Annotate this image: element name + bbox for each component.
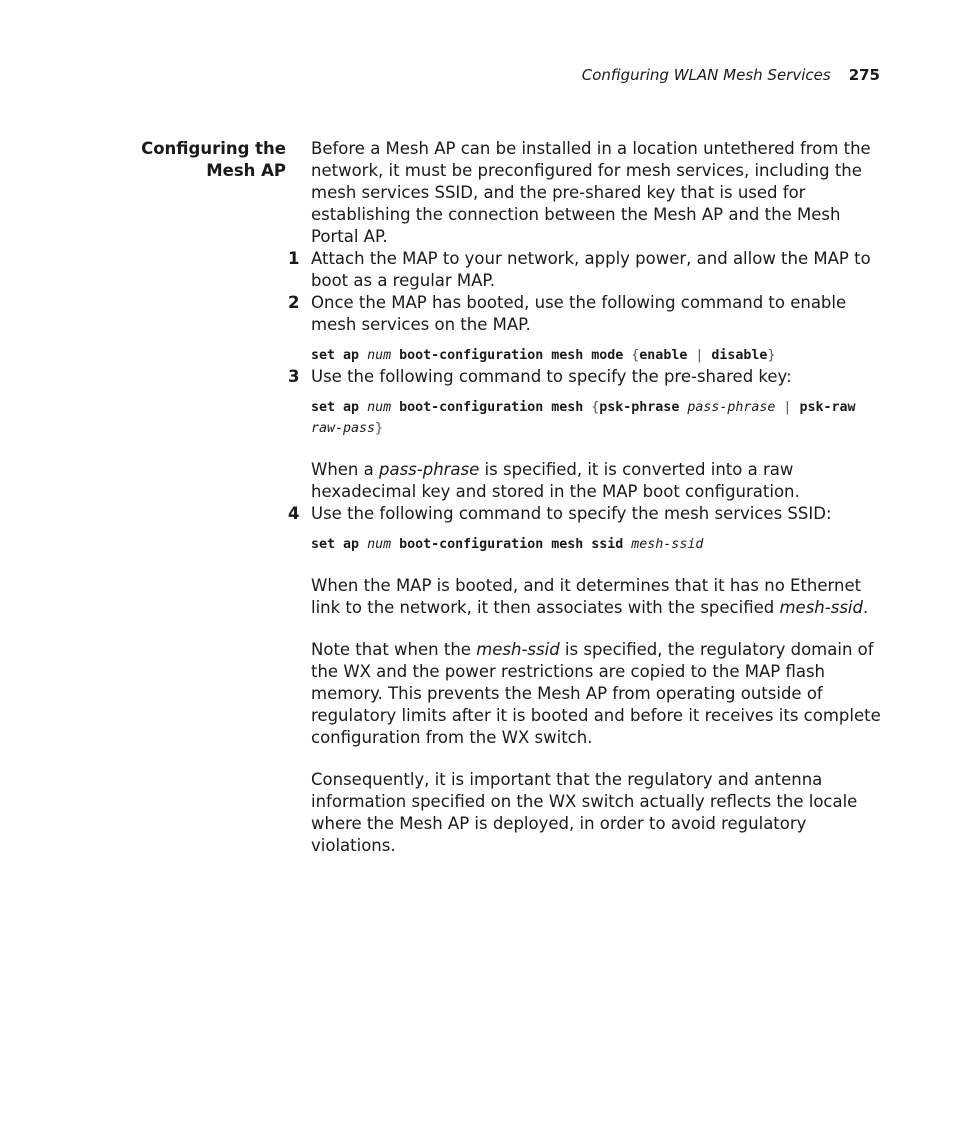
command-ssid — [311, 534, 889, 555]
cmd-keyword: enable — [639, 348, 688, 363]
step-number: 2 — [288, 293, 300, 312]
cmd-variable: num — [367, 400, 392, 415]
body-text — [288, 138, 889, 857]
section-heading-line-2: Mesh AP — [206, 161, 286, 180]
page-number: 275 — [848, 66, 880, 84]
cmd-keyword: set ap — [311, 537, 360, 552]
step-3 — [288, 366, 889, 503]
note-term: mesh-ssid — [476, 640, 560, 659]
command-enable-mesh — [311, 345, 889, 366]
cmd-keyword: set ap — [311, 400, 360, 415]
cmd-syntax: { — [631, 348, 640, 363]
step-text: Use the following command to specify the mesh services SSID: — [311, 504, 832, 523]
cmd-keyword: psk-phrase — [599, 400, 680, 415]
note-text: is specified, it is converted into a raw hexadecimal key and stored in the MAP boot configuration. — [311, 460, 800, 501]
ssid-note-2 — [311, 639, 889, 749]
note-text: When the MAP is booted, and it determines that it has no Ethernet link to the network, it then associates with the specified — [311, 576, 862, 617]
running-header — [582, 66, 880, 84]
ssid-note-3: Consequently, it is important that the regulatory and antenna information specified on the WX switch actually reflects the locale where the Mesh AP is deployed, in order to avoid regulatory violations. — [311, 770, 858, 855]
section-heading — [120, 138, 286, 182]
cmd-keyword: boot-configuration mesh — [399, 400, 584, 415]
note-term: mesh-ssid — [779, 598, 863, 617]
cmd-syntax: | — [783, 400, 792, 415]
note-term: pass-phrase — [378, 460, 480, 479]
cmd-keyword: disable — [711, 348, 768, 363]
intro-paragraph: Before a Mesh AP can be installed in a location untethered from the network, it must be preconfigured for mesh services, including the mesh services SSID, and the pre-shared key that is used for establishing the connection between the Mesh AP and the Mesh Portal AP. — [311, 139, 871, 246]
note-text: . — [862, 598, 869, 617]
cmd-variable: raw-pass — [311, 421, 376, 436]
cmd-variable: num — [367, 348, 392, 363]
step-4 — [288, 503, 889, 857]
step-number: 4 — [288, 504, 300, 523]
ssid-note-1 — [311, 575, 889, 619]
step-text: Attach the MAP to your network, apply power, and allow the MAP to boot as a regular MAP. — [311, 249, 871, 290]
cmd-keyword: psk-raw — [799, 400, 856, 415]
step-number: 3 — [288, 367, 300, 386]
note-text: When a — [311, 460, 379, 479]
cmd-keyword: set ap — [311, 348, 360, 363]
note-text: is specified, the regulatory domain of the WX and the power restrictions are copied to the MAP flash memory. This prevents the Mesh AP from operating outside of regulatory limits after it is booted and before it receives its complete configuration from the WX switch. — [311, 640, 881, 747]
psk-note — [311, 459, 889, 503]
step-2 — [288, 292, 889, 366]
cmd-keyword: boot-configuration mesh mode — [399, 348, 624, 363]
cmd-variable: num — [367, 537, 392, 552]
cmd-variable: mesh-ssid — [631, 537, 704, 552]
note-text: Note that when the — [311, 640, 477, 659]
cmd-syntax: | — [695, 348, 704, 363]
cmd-syntax: } — [375, 421, 384, 436]
step-text: Use the following command to specify the pre-shared key: — [311, 367, 792, 386]
step-1 — [288, 248, 889, 292]
cmd-variable: pass-phrase — [687, 400, 776, 415]
section-heading-line-1: Configuring the — [141, 139, 286, 158]
running-title: Configuring WLAN Mesh Services — [581, 66, 831, 84]
cmd-syntax: } — [767, 348, 776, 363]
cmd-syntax: { — [591, 400, 600, 415]
step-text: Once the MAP has booted, use the following command to enable mesh services on the MAP. — [311, 293, 847, 334]
step-number: 1 — [288, 249, 300, 268]
command-psk — [311, 397, 889, 439]
cmd-keyword: boot-configuration mesh ssid — [399, 537, 624, 552]
